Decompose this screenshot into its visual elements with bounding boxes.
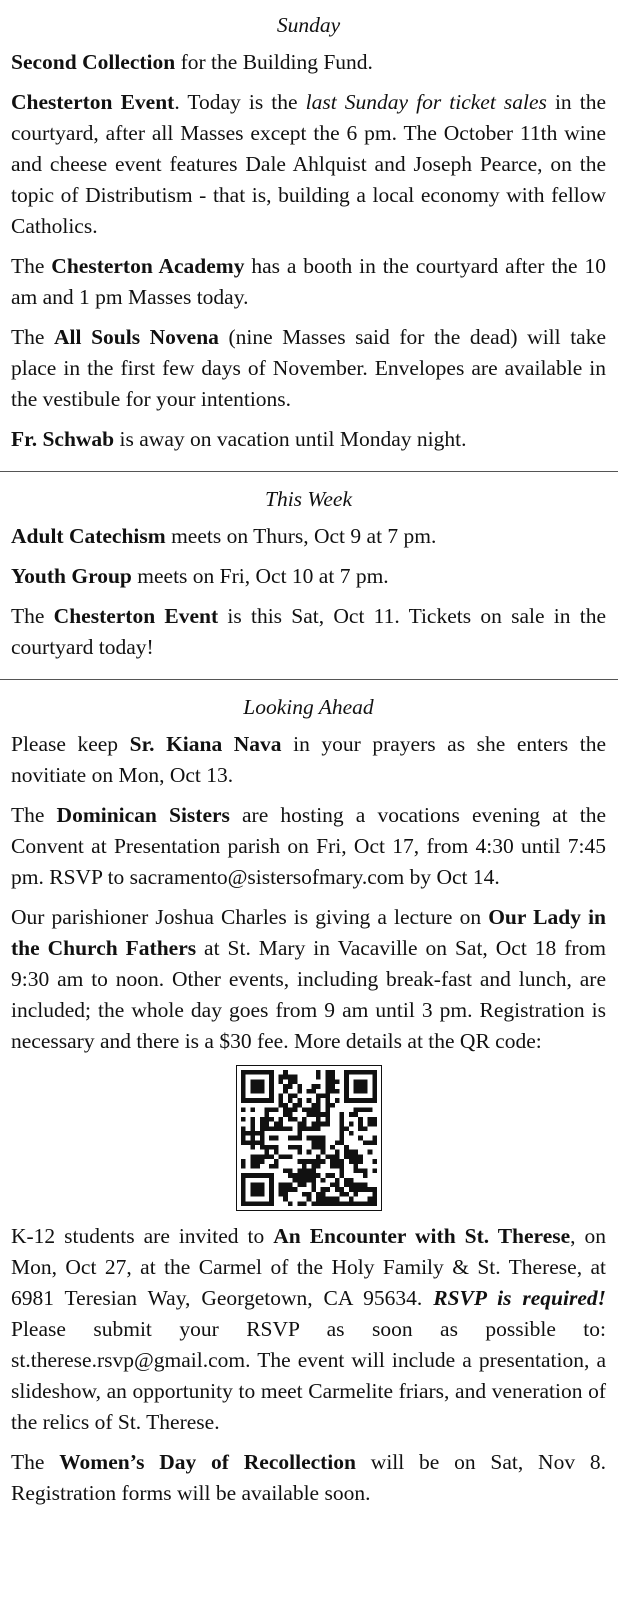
fr-schwab-notice: Fr. Schwab is away on vacation until Monday night. [11,427,467,451]
sunday-section [0,0,618,455]
kiana-nava-notice: Please keep Sr. Kiana Nava in your prayers as she enters the novitiate on Mon, Oct 13. [11,732,606,787]
womens-day-notice: The Women’s Day of Recollection will be on Sat, Nov 8. Registration forms will be available soon. [11,1450,607,1505]
all-souls-novena-notice: The All Souls Novena (nine Masses said for the dead) will take place in the first few days of November. Envelopes are available in the vestibule for your intentions. [11,325,606,411]
lecture-notice: Our parishioner Joshua Charles is giving a lecture on Our Lady in the Church Fathers at St. Mary in Vacaville on Sat, Oct 18 from 9:30 am to noon. Other events, including break-fast and lunch, are included; the whole day goes from 9 am until 3 pm. Registration is necessary and there is a $30 fee. More details at the QR code: [11,905,606,1053]
looking-ahead-section [0,692,618,1509]
sunday-heading: Sunday [276,13,341,37]
looking-ahead-heading: Looking Ahead [243,695,374,719]
section-divider [0,679,618,680]
this-week-heading: This Week [265,487,352,511]
chesterton-event-week-notice: The Chesterton Event is this Sat, Oct 11. Tickets on sale in the courtyard today! [11,604,606,659]
second-collection-notice: Second Collection for the Building Fund. [11,50,373,74]
section-divider [0,471,618,472]
this-week-section [0,484,618,663]
dominican-sisters-notice: The Dominican Sisters are hosting a vocations evening at the Convent at Presentation parish on Fri, Oct 17, from 4:30 until 7:45 pm. RSVP to sacramento@sistersofmary.com by Oct 14. [11,803,607,889]
st-therese-notice: K-12 students are invited to An Encounter with St. Therese, on Mon, Oct 27, at the Carmel of the Holy Family & St. Therese, at 6981 Teresian Way, Georgetown, CA 95634. RSVP is required! Please submit your RSVP as soon as possible to: st.therese.rsvp@gmail.com. The event will include a presentation, a slideshow, an opportunity to meet Carmelite friars, and veneration of the relics of St. Therese. [11,1224,607,1434]
chesterton-academy-notice: The Chesterton Academy has a booth in the courtyard after the 10 am and 1 pm Masses today. [11,254,606,309]
qr-code-icon [241,1070,377,1206]
youth-group-notice: Youth Group meets on Fri, Oct 10 at 7 pm. [11,564,389,588]
chesterton-event-notice: Chesterton Event. Today is the last Sunday for ticket sales in the courtyard, after all Masses except the 6 pm. The October 11th wine and cheese event features Dale Ahlquist and Joseph Pearce, on the topic of Distributism - that is, building a local economy with fellow Catholics. [11,90,606,238]
qr-code[interactable] [236,1065,382,1211]
qr-code-wrapper [11,1065,606,1211]
adult-catechism-notice: Adult Catechism meets on Thurs, Oct 9 at 7 pm. [11,524,437,548]
